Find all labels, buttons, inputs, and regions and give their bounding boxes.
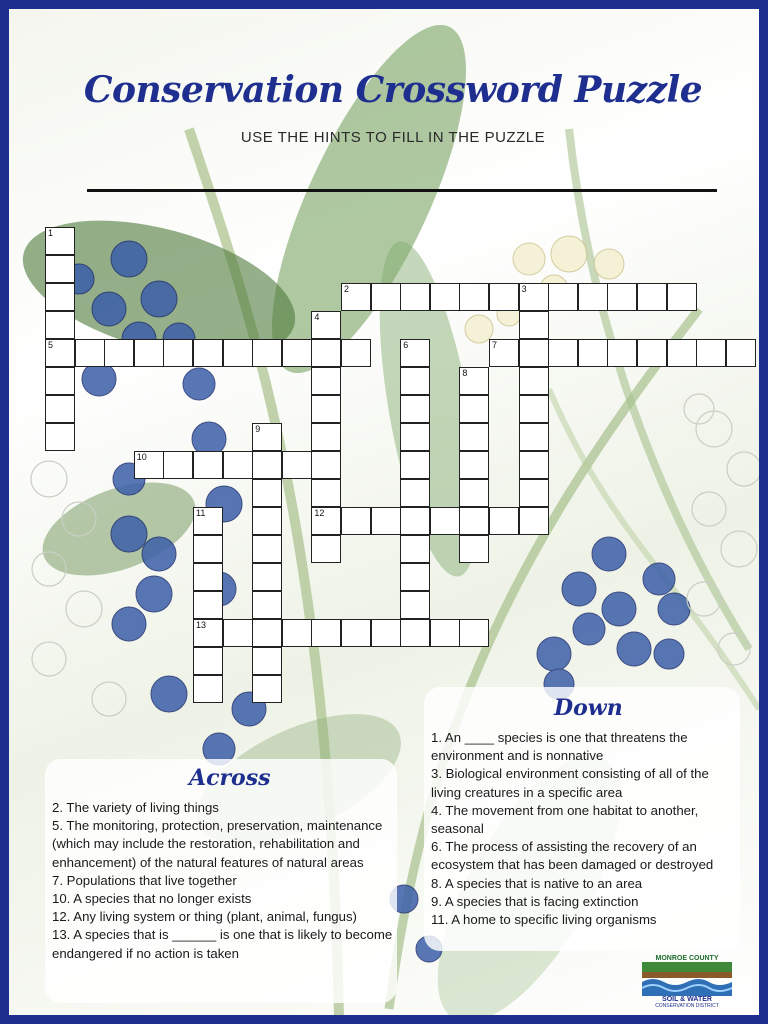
crossword-cell[interactable] [637,339,667,367]
crossword-cell[interactable] [193,451,223,479]
logo-district: CONSERVATION DISTRICT [655,1003,719,1009]
crossword-cell[interactable] [341,339,371,367]
crossword-cell[interactable] [193,619,223,647]
crossword-cell[interactable] [45,255,75,283]
crossword-cell[interactable] [430,619,460,647]
crossword-grid [9,9,768,729]
crossword-cell[interactable] [193,507,223,535]
clue-number: 2 [344,284,350,294]
across-clue: 2. The variety of living things [52,800,219,815]
crossword-cell[interactable] [45,339,75,367]
clue-number: 3 [521,284,527,294]
crossword-cell[interactable] [519,507,549,535]
across-clue: 13. A species that is ______ is one that is likely to become endangered if no action is taken [52,927,393,961]
crossword-cell[interactable] [45,311,75,339]
crossword-cell[interactable] [311,311,341,339]
crossword-cell[interactable] [459,423,489,451]
clue-number: 8 [462,368,468,378]
down-clue: 1. An ____ species is one that threatens the environment and is nonnative [431,730,688,764]
crossword-cell[interactable] [519,283,549,311]
down-clue: 9. A species that is facing extinction [431,893,639,909]
crossword-cell[interactable] [371,619,401,647]
crossword-cell[interactable] [400,507,430,535]
crossword-cell[interactable] [578,283,608,311]
clue-number: 11 [196,508,206,518]
crossword-cell[interactable] [667,283,697,311]
crossword-cell[interactable] [252,563,282,591]
down-clue: 11. A home to specific living organisms [431,912,657,928]
clue-number: 6 [403,340,409,350]
across-clue-list [52,799,397,963]
crossword-cell[interactable] [223,619,253,647]
crossword-cell[interactable] [311,507,341,535]
across-clue: 10. A species that no longer exists [52,891,252,907]
crossword-cell[interactable] [134,451,164,479]
down-heading: Down [554,695,623,721]
crossword-cell[interactable] [519,451,549,479]
crossword-cell[interactable] [459,283,489,311]
crossword-cell[interactable] [489,507,519,535]
clue-number: 13 [196,620,207,630]
crossword-cell[interactable] [252,507,282,535]
crossword-cell[interactable] [578,339,608,367]
crossword-cell[interactable] [400,535,430,563]
crossword-cell[interactable] [252,591,282,619]
crossword-cell[interactable] [311,367,341,395]
across-clue: 7. Populations that live together [52,872,237,888]
crossword-cell[interactable] [371,283,401,311]
clue-number: 5 [48,340,54,350]
crossword-cell[interactable] [104,339,134,367]
clue-number: 7 [492,340,498,350]
crossword-cell[interactable] [459,535,489,563]
crossword-cell[interactable] [400,591,430,619]
crossword-cell[interactable] [252,339,282,367]
crossword-cell[interactable] [163,451,193,479]
crossword-cell[interactable] [519,395,549,423]
crossword-cell[interactable] [45,283,75,311]
crossword-cell[interactable] [726,339,756,367]
crossword-cell[interactable] [252,423,282,451]
logo-soil-water: SOIL & WATER [662,996,712,1003]
crossword-cell[interactable] [311,395,341,423]
crossword-cell[interactable] [400,423,430,451]
across-clue: 5. The monitoring, protection, preservation, maintenance (which may include the restoration, rehabilitation and enhancement) of the natural features of natural areas [52,818,383,870]
crossword-cell[interactable] [252,535,282,563]
crossword-cell[interactable] [311,451,341,479]
district-logo [641,955,733,1017]
logo-landscape-icon [642,962,732,996]
crossword-cell[interactable] [400,619,430,647]
clue-number: 1 [48,228,54,238]
crossword-cell[interactable] [371,507,401,535]
crossword-cell[interactable] [252,479,282,507]
crossword-cell[interactable] [519,311,549,339]
crossword-cell[interactable] [341,619,371,647]
crossword-cell[interactable] [459,367,489,395]
crossword-cell[interactable] [252,647,282,675]
crossword-cell[interactable] [45,395,75,423]
crossword-cell[interactable] [400,367,430,395]
crossword-cell[interactable] [223,339,253,367]
crossword-cell[interactable] [430,507,460,535]
down-clue-list [431,729,735,929]
down-clue: 4. The movement from one habitat to another, seasonal [431,802,699,837]
crossword-cell[interactable] [637,283,667,311]
crossword-cell[interactable] [134,339,164,367]
crossword-cell[interactable] [193,647,223,675]
crossword-cell[interactable] [341,283,371,311]
crossword-cell[interactable] [400,395,430,423]
crossword-cell[interactable] [311,619,341,647]
crossword-cell[interactable] [193,339,223,367]
crossword-cell[interactable] [311,479,341,507]
clue-number: 4 [314,312,320,322]
crossword-cell[interactable] [667,339,697,367]
crossword-cell[interactable] [459,619,489,647]
page-subtitle: USE THE HINTS TO FILL IN THE PUZZLE [240,129,546,146]
across-clue: 12. Any living system or thing (plant, animal, fungus) [52,909,357,925]
crossword-cell[interactable] [607,339,637,367]
crossword-cell[interactable] [519,367,549,395]
crossword-cell[interactable] [252,619,282,647]
crossword-cell[interactable] [282,619,312,647]
logo-county: MONROE COUNTY [655,955,719,962]
crossword-cell[interactable] [193,563,223,591]
crossword-cell[interactable] [252,675,282,703]
crossword-cell[interactable] [45,367,75,395]
crossword-cell[interactable] [311,423,341,451]
crossword-cell[interactable] [548,283,578,311]
crossword-cell[interactable] [400,563,430,591]
down-clue: 6. The process of assisting the recovery of an ecosystem that has been damaged or destroyed [431,839,714,873]
crossword-cell[interactable] [519,423,549,451]
crossword-cell[interactable] [45,423,75,451]
crossword-cell[interactable] [459,479,489,507]
crossword-cell[interactable] [459,451,489,479]
crossword-cell[interactable] [45,227,75,255]
crossword-cell[interactable] [400,339,430,367]
crossword-cell[interactable] [282,339,312,367]
clue-number: 10 [136,452,147,462]
crossword-cell[interactable] [75,339,105,367]
page-title: Conservation Crossword Puzzle [83,69,703,111]
clue-number: 9 [255,424,261,434]
crossword-cell[interactable] [400,479,430,507]
crossword-cell[interactable] [548,339,578,367]
crossword-cell[interactable] [311,535,341,563]
crossword-cell[interactable] [282,451,312,479]
crossword-cell[interactable] [489,339,519,367]
crossword-cell[interactable] [459,507,489,535]
clue-number: 12 [314,508,325,518]
down-clue: 3. Biological environment consisting of all of the living creatures in a specific area [431,766,709,800]
down-clue: 8. A species that is native to an area [431,875,643,891]
crossword-cell[interactable] [430,283,460,311]
crossword-cell[interactable] [193,591,223,619]
crossword-cell[interactable] [163,339,193,367]
crossword-cell[interactable] [252,451,282,479]
crossword-cell[interactable] [341,507,371,535]
crossword-cell[interactable] [607,283,637,311]
crossword-cell[interactable] [193,675,223,703]
crossword-cell[interactable] [311,339,341,367]
across-heading: Across [189,765,271,791]
crossword-cell[interactable] [223,451,253,479]
crossword-cell[interactable] [696,339,726,367]
crossword-cell[interactable] [519,339,549,367]
crossword-cell[interactable] [400,451,430,479]
crossword-cell[interactable] [459,395,489,423]
crossword-cell[interactable] [400,283,430,311]
crossword-cell[interactable] [489,283,519,311]
crossword-cell[interactable] [193,535,223,563]
crossword-cell[interactable] [519,479,549,507]
